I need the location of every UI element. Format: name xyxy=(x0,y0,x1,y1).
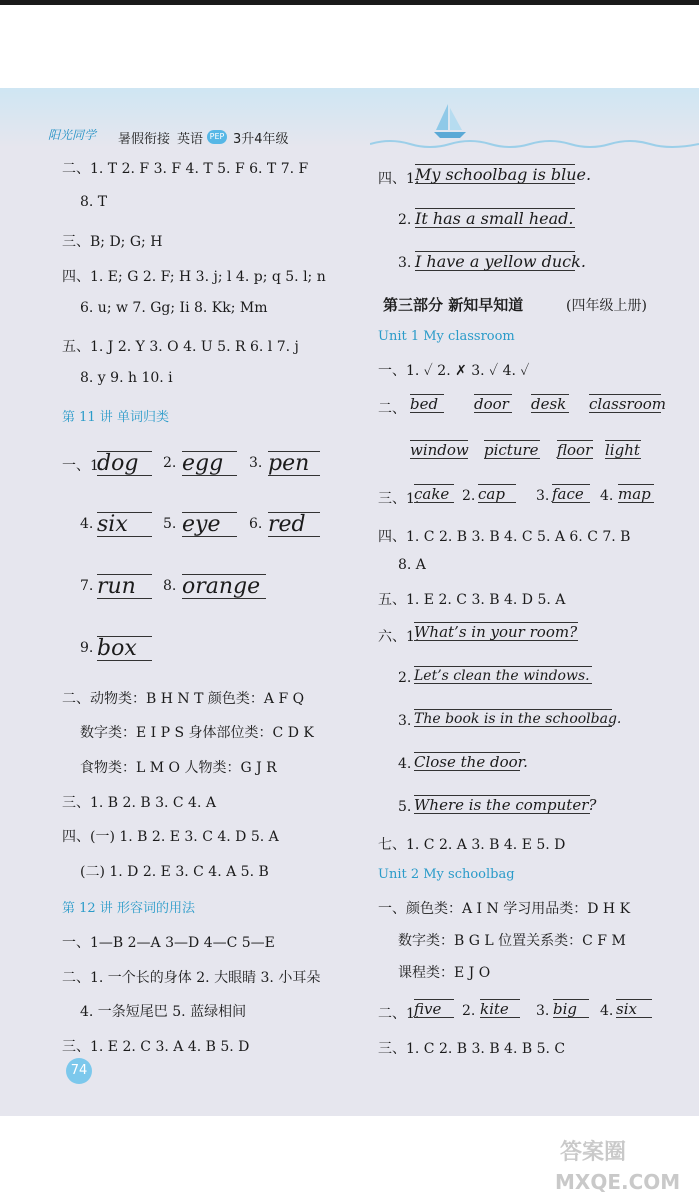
handwritten-sentence: It has a small head. xyxy=(415,209,574,228)
edition-badge: PEP xyxy=(207,130,227,144)
handwritten-word: map xyxy=(618,484,654,503)
handwritten-sentence: My schoolbag is blue. xyxy=(415,165,592,184)
handwritten-word: door xyxy=(474,394,512,413)
question-number: 4. xyxy=(600,488,614,504)
question-number: 二、1. xyxy=(378,1006,420,1022)
question-number: 8. xyxy=(163,578,177,594)
handwritten-word: picture xyxy=(484,441,539,459)
part-three-subtitle: (四年级上册) xyxy=(566,298,647,314)
answer-line: 二、1. 一个长的身体 2. 大眼睛 3. 小耳朵 xyxy=(62,970,321,986)
handwritten-word: window xyxy=(410,441,469,459)
answer-line: 8. T xyxy=(80,194,108,210)
handwritten-sentence: Close the door. xyxy=(414,753,528,771)
question-number: 2. xyxy=(462,488,476,504)
handwritten-word: cap xyxy=(478,484,516,503)
answer-line: 数字类：E I P S 身体部位类：C D K xyxy=(80,725,314,741)
question-number: 4. xyxy=(600,1003,614,1019)
answer-line: 四、1. C 2. B 3. B 4. C 5. A 6. C 7. B xyxy=(378,529,631,545)
answer-line: 6. u; w 7. Gg; Ii 8. Kk; Mm xyxy=(80,300,268,316)
question-number: 2. xyxy=(398,670,412,686)
handwritten-word: orange xyxy=(182,574,266,599)
question-number: 5. xyxy=(398,799,412,815)
unit-2-title: Unit 2 My schoolbag xyxy=(378,867,515,882)
question-number: 3. xyxy=(398,713,412,729)
answer-line: 五、1. E 2. C 3. B 4. D 5. A xyxy=(378,592,566,608)
handwritten-sentence: The book is in the schoolbag. xyxy=(414,711,622,727)
handwritten-word: light xyxy=(605,441,640,459)
handwritten-sentence: Where is the computer? xyxy=(414,796,597,814)
answer-line: 三、1. B 2. B 3. C 4. A xyxy=(62,795,216,811)
grade-title: 3升4年级 xyxy=(233,132,289,147)
sailboat-icon xyxy=(430,100,470,142)
question-number: 6. xyxy=(249,516,263,532)
answer-line: 数字类：B G L 位置关系类：C F M xyxy=(398,933,626,949)
answer-line: 三、B; D; G; H xyxy=(62,234,163,250)
answer-line: 课程类：E J O xyxy=(398,965,491,981)
handwritten-word: box xyxy=(97,636,152,661)
brand-logo: 阳光同学 xyxy=(48,128,97,142)
handwritten-word: six xyxy=(97,512,152,537)
question-number: 9. xyxy=(80,640,94,656)
handwritten-word: pen xyxy=(268,451,320,476)
top-status-bar xyxy=(0,0,699,5)
watermark-url: MXQE.COM xyxy=(555,1170,681,1194)
handwritten-word: bed xyxy=(410,394,444,413)
handwritten-sentence: What’s in your room? xyxy=(414,623,578,641)
answer-line: 四、(一) 1. B 2. E 3. C 4. D 5. A xyxy=(62,829,279,845)
answer-line: 食物类：L M O 人物类：G J R xyxy=(80,760,277,776)
answer-line: 一、1—B 2—A 3—D 4—C 5—E xyxy=(62,935,275,951)
series-title: 暑假衔接 xyxy=(118,132,171,147)
question-number: 2. xyxy=(398,212,412,228)
answer-line: 8. y 9. h 10. i xyxy=(80,370,173,386)
answer-line: 一、颜色类：A I N 学习用品类：D H K xyxy=(378,901,631,917)
handwritten-word: classroom xyxy=(589,395,666,413)
handwritten-word: run xyxy=(97,574,152,599)
answer-line: 三、1. C 2. B 3. B 4. B 5. C xyxy=(378,1041,566,1057)
handwritten-word: kite xyxy=(480,999,520,1018)
question-number: 2. xyxy=(163,455,177,471)
handwritten-word: egg xyxy=(182,451,237,476)
unit-1-title: Unit 1 My classroom xyxy=(378,329,515,344)
handwritten-word: cake xyxy=(414,484,454,503)
question-number: 4. xyxy=(398,756,412,772)
part-three-title: 第三部分 新知早知道 xyxy=(383,296,524,314)
section-title-lesson-12: 第 12 讲 形容词的用法 xyxy=(62,901,195,916)
answer-line: 七、1. C 2. A 3. B 4. E 5. D xyxy=(378,837,566,853)
wave-decoration-icon xyxy=(370,138,699,148)
handwritten-word: six xyxy=(616,999,652,1018)
question-number: 2. xyxy=(462,1003,476,1019)
question-number: 4. xyxy=(80,516,94,532)
handwritten-word: five xyxy=(414,999,454,1018)
question-number: 3. xyxy=(249,455,263,471)
handwritten-word: dog xyxy=(97,451,152,476)
answer-line: (二) 1. D 2. E 3. C 4. A 5. B xyxy=(80,864,269,880)
watermark-logo: 答案圈 xyxy=(560,1140,627,1165)
handwritten-word: red xyxy=(268,512,320,537)
question-number: 一、1. xyxy=(62,458,104,474)
header-banner xyxy=(0,88,699,148)
handwritten-word: desk xyxy=(531,394,569,413)
question-number: 三、1. xyxy=(378,491,420,507)
answer-line: 二、动物类：B H N T 颜色类：A F Q xyxy=(62,691,305,707)
handwritten-sentence: I have a yellow duck. xyxy=(415,252,586,271)
handwritten-word: floor xyxy=(557,441,593,459)
section-title-lesson-11: 第 11 讲 单词归类 xyxy=(62,410,169,425)
answer-line: 四、1. E; G 2. F; H 3. j; l 4. p; q 5. l; n xyxy=(62,269,326,285)
page-number: 74 xyxy=(66,1058,92,1084)
question-number: 二、 xyxy=(378,401,406,417)
answer-line: 4. 一条短尾巴 5. 蓝绿相间 xyxy=(80,1004,247,1020)
question-number: 3. xyxy=(398,255,412,271)
question-number: 3. xyxy=(536,1003,550,1019)
answer-line: 五、1. J 2. Y 3. O 4. U 5. R 6. l 7. j xyxy=(62,339,299,355)
question-number: 四、1. xyxy=(378,171,420,187)
answer-line: 8. A xyxy=(398,557,426,573)
handwritten-sentence: Let’s clean the windows. xyxy=(414,666,592,684)
handwritten-word: big xyxy=(553,999,589,1018)
question-number: 3. xyxy=(536,488,550,504)
answer-line: 一、1. ✓ 2. ✗ 3. ✓ 4. ✓ xyxy=(378,363,530,379)
answer-line: 三、1. E 2. C 3. A 4. B 5. D xyxy=(62,1039,250,1055)
handwritten-word: face xyxy=(552,484,590,503)
handwritten-word: eye xyxy=(182,512,237,537)
answer-line: 二、1. T 2. F 3. F 4. T 5. F 6. T 7. F xyxy=(62,161,309,177)
question-number: 5. xyxy=(163,516,177,532)
subject-title: 英语 xyxy=(177,132,204,147)
question-number: 7. xyxy=(80,578,94,594)
question-number: 六、1. xyxy=(378,629,420,645)
